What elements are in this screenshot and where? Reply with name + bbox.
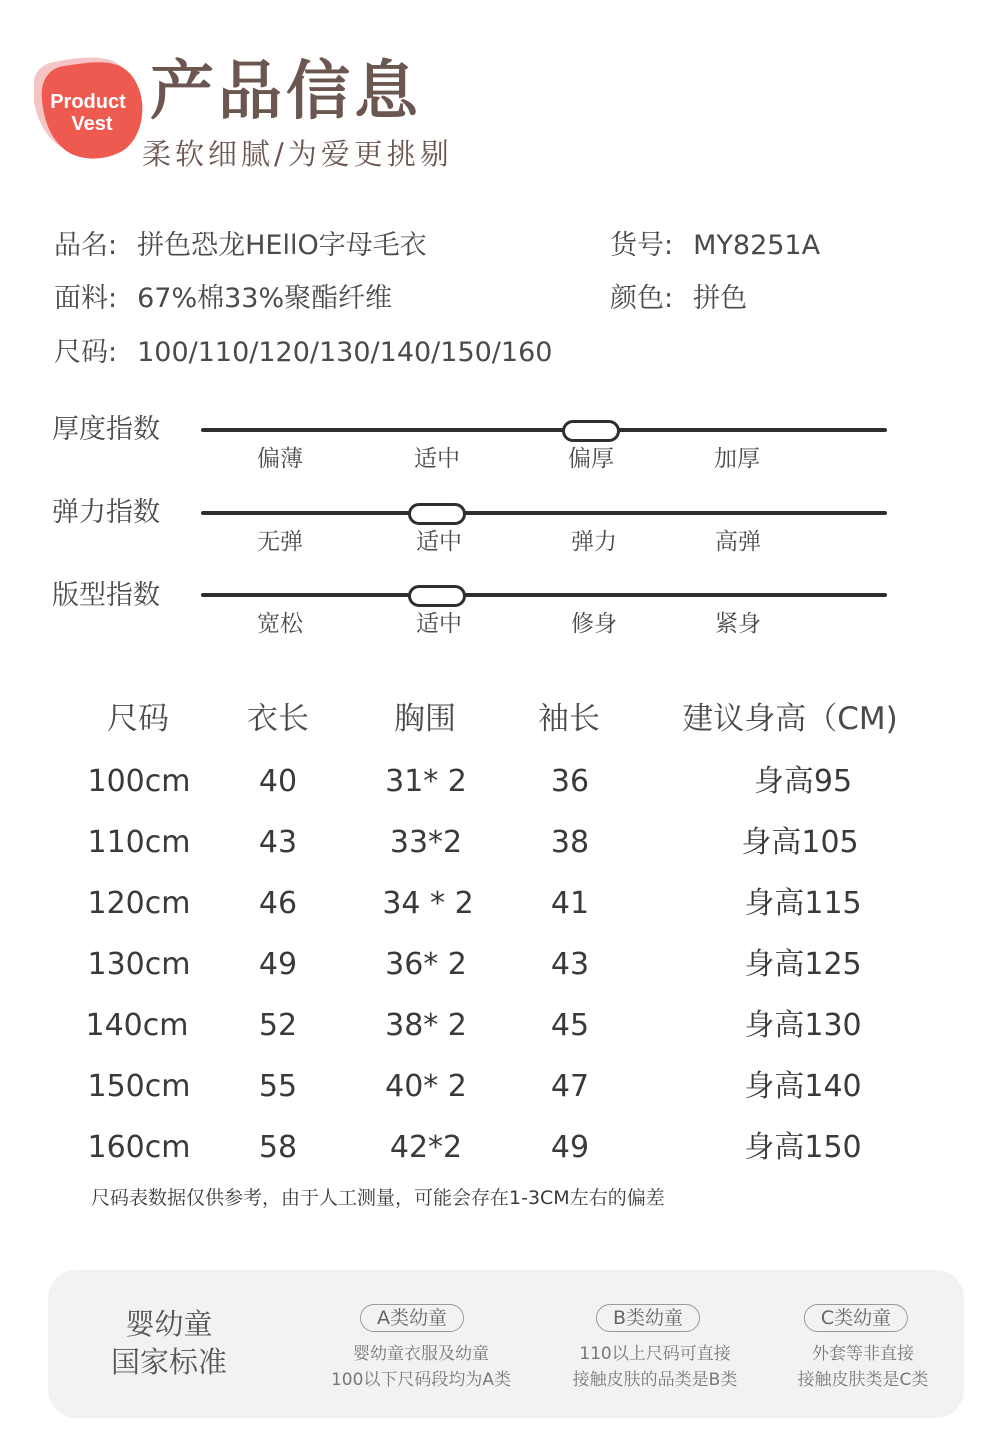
class-c-desc-line2: 接触皮肤类是C类 bbox=[797, 1370, 929, 1390]
table-cell: 100cm bbox=[87, 764, 191, 799]
table-cell: 130cm bbox=[87, 947, 191, 982]
info-size-label: 尺码: bbox=[54, 337, 118, 368]
index-label-fit: 版型指数 bbox=[52, 580, 160, 611]
table-cell: 36* 2 bbox=[385, 947, 467, 982]
index-label-thickness: 厚度指数 bbox=[52, 414, 160, 445]
class-b-desc-line1: 110以上尺码可直接 bbox=[579, 1344, 731, 1364]
index-option: 紧身 bbox=[715, 611, 761, 637]
table-cell: 58 bbox=[258, 1130, 298, 1165]
index-option: 适中 bbox=[416, 529, 462, 555]
class-a-badge: A类幼童 bbox=[360, 1304, 464, 1332]
standards-title bbox=[111, 1306, 227, 1381]
table-cell: 46 bbox=[258, 886, 298, 921]
table-cell: 120cm bbox=[87, 886, 191, 921]
info-size-row bbox=[54, 339, 552, 366]
index-option: 适中 bbox=[416, 611, 462, 637]
info-color-row bbox=[610, 285, 747, 312]
table-cell: 40 bbox=[258, 764, 298, 799]
page-title: 产品信息 bbox=[150, 55, 422, 129]
class-a-desc-line2: 100以下尺码段均为A类 bbox=[330, 1370, 512, 1390]
class-a-desc-line1: 婴幼童衣服及幼童 bbox=[352, 1344, 489, 1364]
table-cell: 43 bbox=[258, 825, 298, 860]
table-cell: 41 bbox=[550, 886, 590, 921]
index-option: 高弹 bbox=[715, 529, 761, 555]
index-track-elasticity bbox=[201, 511, 887, 515]
class-c-badge: C类幼童 bbox=[804, 1304, 908, 1332]
index-option: 修身 bbox=[571, 611, 617, 637]
table-cell: 140cm bbox=[85, 1008, 189, 1043]
info-size-value: 100/110/120/130/140/150/160 bbox=[137, 337, 553, 368]
index-marker-fit bbox=[408, 585, 466, 607]
table-cell: 38* 2 bbox=[385, 1008, 467, 1043]
table-cell: 33*2 bbox=[389, 825, 463, 860]
info-sku-label: 货号: bbox=[610, 230, 674, 261]
table-header-size: 尺码 bbox=[107, 701, 169, 737]
table-cell: 身高150 bbox=[744, 1130, 862, 1165]
table-header-height: 建议身高（CM) bbox=[682, 701, 898, 737]
size-table-note: 尺码表数据仅供参考，由于人工测量，可能会存在1-3CM左右的偏差 bbox=[91, 1187, 665, 1209]
class-b-badge: B类幼童 bbox=[596, 1304, 700, 1332]
table-cell: 110cm bbox=[87, 825, 191, 860]
class-b-desc-line2: 接触皮肤的品类是B类 bbox=[572, 1370, 738, 1390]
table-cell: 身高105 bbox=[741, 825, 859, 860]
index-track-fit bbox=[201, 593, 887, 597]
table-cell: 40* 2 bbox=[385, 1069, 467, 1104]
logo-text-vest: Vest bbox=[71, 113, 113, 135]
info-name-value: 拼色恐龙HEllO字母毛衣 bbox=[137, 230, 427, 261]
table-cell: 55 bbox=[258, 1069, 298, 1104]
table-cell: 身高95 bbox=[753, 764, 853, 799]
table-cell: 42*2 bbox=[389, 1130, 463, 1165]
info-color-label: 颜色: bbox=[610, 283, 674, 314]
table-cell: 52 bbox=[258, 1008, 298, 1043]
table-cell: 47 bbox=[550, 1069, 590, 1104]
table-cell: 身高115 bbox=[744, 886, 862, 921]
class-b-description bbox=[573, 1341, 738, 1393]
info-fabric-label: 面料: bbox=[54, 283, 118, 314]
info-sku-row bbox=[610, 232, 820, 259]
table-cell: 身高125 bbox=[744, 947, 862, 982]
product-vest-logo bbox=[34, 56, 146, 164]
index-label-elasticity: 弹力指数 bbox=[52, 497, 160, 528]
index-option: 偏薄 bbox=[257, 446, 303, 472]
logo-text-product: Product bbox=[50, 91, 126, 113]
index-option: 弹力 bbox=[571, 529, 617, 555]
class-a-description bbox=[331, 1341, 511, 1393]
info-fabric-row bbox=[54, 285, 392, 312]
table-cell: 31* 2 bbox=[385, 764, 467, 799]
table-cell: 49 bbox=[258, 947, 298, 982]
index-option: 加厚 bbox=[714, 446, 760, 472]
table-header-chest: 胸围 bbox=[394, 701, 456, 737]
table-cell: 43 bbox=[550, 947, 590, 982]
info-fabric-value: 67%棉33%聚酯纤维 bbox=[137, 283, 393, 314]
table-cell: 38 bbox=[550, 825, 590, 860]
standards-title-line1: 婴幼童 bbox=[125, 1307, 213, 1341]
index-option: 宽松 bbox=[257, 611, 303, 637]
class-c-description bbox=[798, 1341, 929, 1393]
class-c-desc-line1: 外套等非直接 bbox=[812, 1344, 914, 1364]
page-subtitle: 柔软细腻/为爱更挑剔 bbox=[142, 137, 453, 171]
table-cell: 45 bbox=[550, 1008, 590, 1043]
standards-title-line2: 国家标准 bbox=[110, 1344, 228, 1379]
table-cell: 34 * 2 bbox=[382, 886, 474, 921]
table-cell: 49 bbox=[550, 1130, 590, 1165]
table-header-length: 衣长 bbox=[247, 701, 309, 737]
index-marker-thickness bbox=[562, 420, 620, 442]
index-track-thickness bbox=[201, 428, 887, 432]
index-option: 无弹 bbox=[257, 529, 303, 555]
table-cell: 36 bbox=[550, 764, 590, 799]
table-header-sleeve: 袖长 bbox=[538, 701, 600, 737]
index-marker-elasticity bbox=[408, 503, 466, 525]
info-sku-value: MY8251A bbox=[693, 230, 821, 261]
info-name-row bbox=[54, 232, 427, 259]
info-color-value: 拼色 bbox=[693, 283, 748, 314]
index-option: 适中 bbox=[414, 446, 460, 472]
index-option: 偏厚 bbox=[568, 446, 614, 472]
table-cell: 150cm bbox=[87, 1069, 191, 1104]
info-name-label: 品名: bbox=[54, 230, 118, 261]
table-cell: 身高130 bbox=[744, 1008, 862, 1043]
table-cell: 160cm bbox=[87, 1130, 191, 1165]
table-cell: 身高140 bbox=[744, 1069, 862, 1104]
